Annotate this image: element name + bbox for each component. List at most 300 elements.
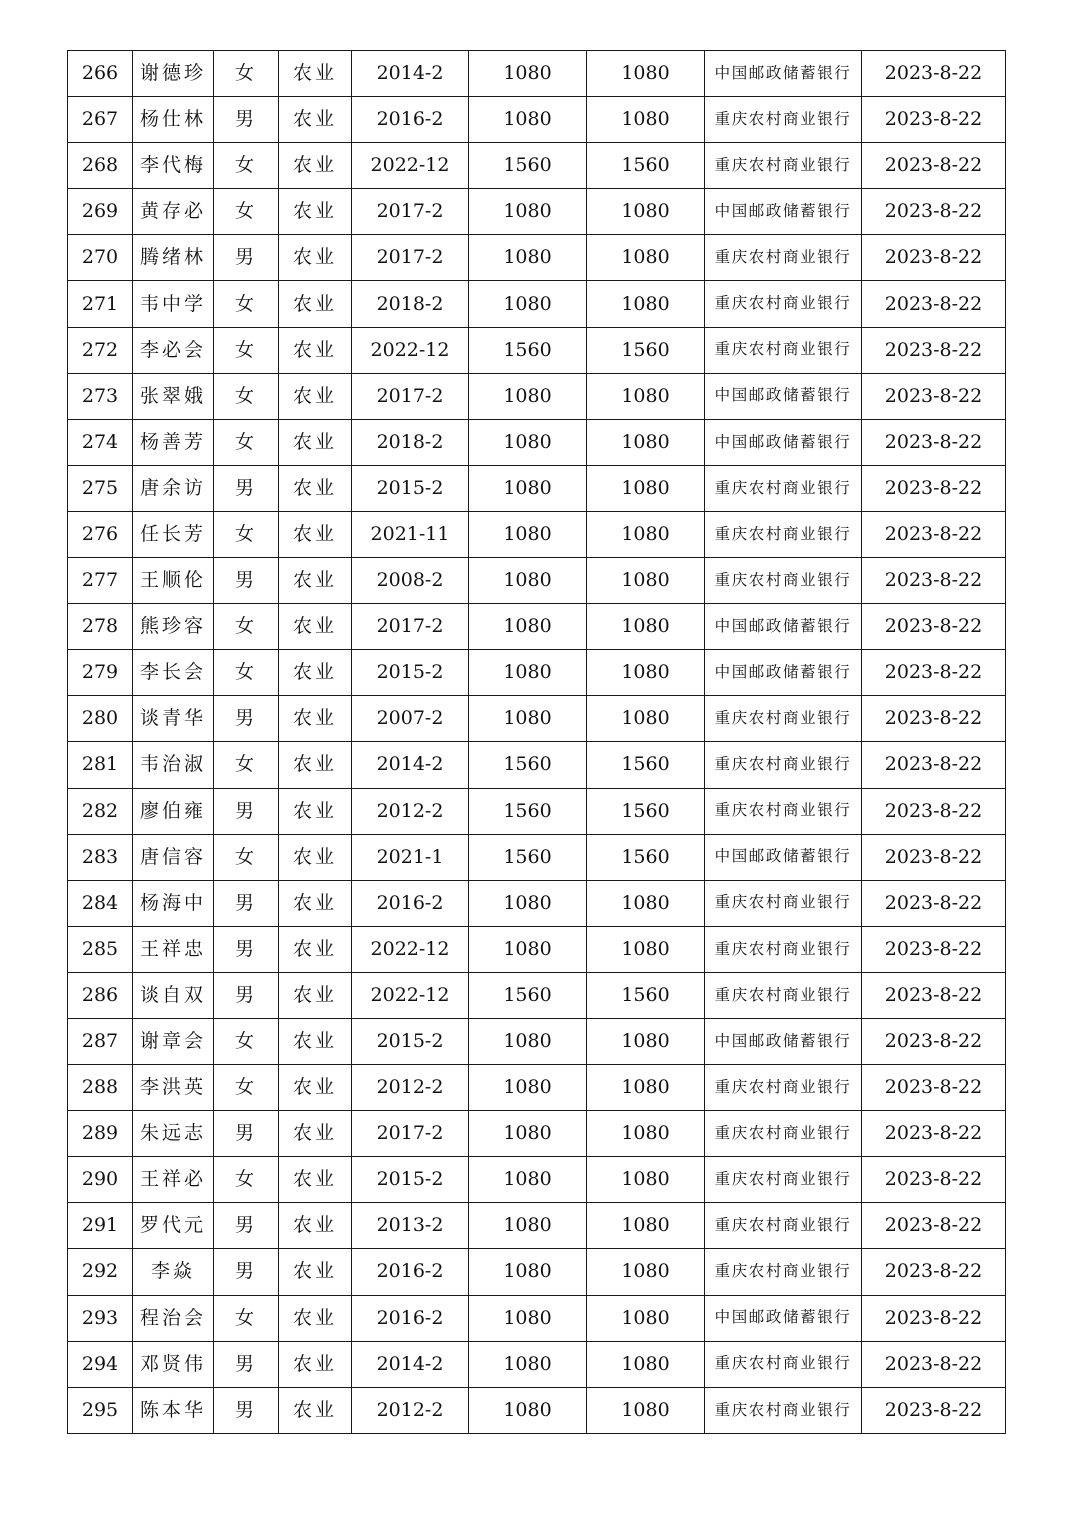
bank-name-cell: 中国邮政储蓄银行 [705, 419, 862, 465]
paid-amount-cell: 1080 [587, 1295, 705, 1341]
start-date-cell: 2012-2 [352, 1065, 469, 1111]
person-name-cell: 王祥忠 [133, 926, 214, 972]
amount-cell: 1080 [469, 604, 587, 650]
gender-cell: 女 [214, 51, 279, 97]
person-name-cell: 黄存必 [133, 189, 214, 235]
bank-name-cell: 重庆农村商业银行 [705, 97, 862, 143]
person-name-cell: 邓贤伟 [133, 1341, 214, 1387]
household-type-cell: 农业 [279, 1295, 352, 1341]
table-row [68, 373, 1006, 419]
paid-amount-cell: 1080 [587, 465, 705, 511]
paid-amount-cell: 1080 [587, 235, 705, 281]
paid-amount-cell: 1080 [587, 97, 705, 143]
row-number-cell: 273 [68, 373, 133, 419]
paid-amount-cell: 1080 [587, 1157, 705, 1203]
roster-body [68, 51, 1006, 1434]
payment-date-cell: 2023-8-22 [862, 834, 1006, 880]
subsidy-roster-table [67, 50, 1006, 1434]
payment-date-cell: 2023-8-22 [862, 327, 1006, 373]
row-number-cell: 290 [68, 1157, 133, 1203]
gender-cell: 女 [214, 1018, 279, 1064]
paid-amount-cell: 1080 [587, 604, 705, 650]
table-row [68, 1341, 1006, 1387]
row-number-cell: 286 [68, 972, 133, 1018]
row-number-cell: 277 [68, 558, 133, 604]
paid-amount-cell: 1080 [587, 1341, 705, 1387]
paid-amount-cell: 1080 [587, 926, 705, 972]
person-name-cell: 廖伯雍 [133, 788, 214, 834]
amount-cell: 1080 [469, 97, 587, 143]
bank-name-cell: 重庆农村商业银行 [705, 281, 862, 327]
row-number-cell: 269 [68, 189, 133, 235]
table-row [68, 1018, 1006, 1064]
paid-amount-cell: 1560 [587, 327, 705, 373]
start-date-cell: 2021-11 [352, 511, 469, 557]
table-row [68, 558, 1006, 604]
paid-amount-cell: 1080 [587, 1387, 705, 1433]
amount-cell: 1080 [469, 51, 587, 97]
row-number-cell: 266 [68, 51, 133, 97]
row-number-cell: 270 [68, 235, 133, 281]
paid-amount-cell: 1080 [587, 696, 705, 742]
table-row [68, 189, 1006, 235]
bank-name-cell: 重庆农村商业银行 [705, 465, 862, 511]
bank-name-cell: 重庆农村商业银行 [705, 880, 862, 926]
start-date-cell: 2017-2 [352, 189, 469, 235]
start-date-cell: 2013-2 [352, 1203, 469, 1249]
amount-cell: 1080 [469, 281, 587, 327]
household-type-cell: 农业 [279, 742, 352, 788]
start-date-cell: 2017-2 [352, 235, 469, 281]
start-date-cell: 2016-2 [352, 880, 469, 926]
gender-cell: 女 [214, 604, 279, 650]
bank-name-cell: 中国邮政储蓄银行 [705, 189, 862, 235]
household-type-cell: 农业 [279, 189, 352, 235]
table-row [68, 604, 1006, 650]
table-row [68, 1295, 1006, 1341]
row-number-cell: 282 [68, 788, 133, 834]
household-type-cell: 农业 [279, 1018, 352, 1064]
bank-name-cell: 重庆农村商业银行 [705, 511, 862, 557]
household-type-cell: 农业 [279, 97, 352, 143]
person-name-cell: 杨海中 [133, 880, 214, 926]
gender-cell: 女 [214, 511, 279, 557]
person-name-cell: 韦中学 [133, 281, 214, 327]
household-type-cell: 农业 [279, 373, 352, 419]
person-name-cell: 王顺伦 [133, 558, 214, 604]
household-type-cell: 农业 [279, 1203, 352, 1249]
bank-name-cell: 中国邮政储蓄银行 [705, 1295, 862, 1341]
amount-cell: 1080 [469, 465, 587, 511]
bank-name-cell: 重庆农村商业银行 [705, 1249, 862, 1295]
payment-date-cell: 2023-8-22 [862, 880, 1006, 926]
household-type-cell: 农业 [279, 880, 352, 926]
table-row [68, 1387, 1006, 1433]
paid-amount-cell: 1080 [587, 1249, 705, 1295]
gender-cell: 男 [214, 558, 279, 604]
household-type-cell: 农业 [279, 235, 352, 281]
start-date-cell: 2007-2 [352, 696, 469, 742]
household-type-cell: 农业 [279, 788, 352, 834]
person-name-cell: 陈本华 [133, 1387, 214, 1433]
payment-date-cell: 2023-8-22 [862, 1249, 1006, 1295]
bank-name-cell: 中国邮政储蓄银行 [705, 650, 862, 696]
amount-cell: 1560 [469, 327, 587, 373]
start-date-cell: 2018-2 [352, 281, 469, 327]
paid-amount-cell: 1080 [587, 880, 705, 926]
amount-cell: 1080 [469, 235, 587, 281]
amount-cell: 1080 [469, 1249, 587, 1295]
bank-name-cell: 重庆农村商业银行 [705, 972, 862, 1018]
gender-cell: 男 [214, 788, 279, 834]
household-type-cell: 农业 [279, 1387, 352, 1433]
bank-name-cell: 中国邮政储蓄银行 [705, 51, 862, 97]
paid-amount-cell: 1560 [587, 834, 705, 880]
table-row [68, 696, 1006, 742]
row-number-cell: 288 [68, 1065, 133, 1111]
amount-cell: 1080 [469, 511, 587, 557]
row-number-cell: 291 [68, 1203, 133, 1249]
gender-cell: 女 [214, 327, 279, 373]
start-date-cell: 2012-2 [352, 788, 469, 834]
table-row [68, 880, 1006, 926]
gender-cell: 男 [214, 1341, 279, 1387]
row-number-cell: 274 [68, 419, 133, 465]
household-type-cell: 农业 [279, 696, 352, 742]
start-date-cell: 2012-2 [352, 1387, 469, 1433]
row-number-cell: 278 [68, 604, 133, 650]
payment-date-cell: 2023-8-22 [862, 696, 1006, 742]
gender-cell: 女 [214, 143, 279, 189]
bank-name-cell: 重庆农村商业银行 [705, 327, 862, 373]
amount-cell: 1080 [469, 1387, 587, 1433]
household-type-cell: 农业 [279, 834, 352, 880]
start-date-cell: 2015-2 [352, 1157, 469, 1203]
paid-amount-cell: 1080 [587, 1203, 705, 1249]
start-date-cell: 2014-2 [352, 51, 469, 97]
bank-name-cell: 中国邮政储蓄银行 [705, 834, 862, 880]
person-name-cell: 韦治淑 [133, 742, 214, 788]
person-name-cell: 李洪英 [133, 1065, 214, 1111]
start-date-cell: 2017-2 [352, 604, 469, 650]
start-date-cell: 2016-2 [352, 1249, 469, 1295]
table-row [68, 419, 1006, 465]
person-name-cell: 腾绪林 [133, 235, 214, 281]
start-date-cell: 2022-12 [352, 143, 469, 189]
gender-cell: 女 [214, 1295, 279, 1341]
bank-name-cell: 重庆农村商业银行 [705, 143, 862, 189]
household-type-cell: 农业 [279, 604, 352, 650]
payment-date-cell: 2023-8-22 [862, 742, 1006, 788]
household-type-cell: 农业 [279, 972, 352, 1018]
household-type-cell: 农业 [279, 419, 352, 465]
household-type-cell: 农业 [279, 143, 352, 189]
paid-amount-cell: 1080 [587, 511, 705, 557]
household-type-cell: 农业 [279, 1065, 352, 1111]
table-row [68, 742, 1006, 788]
payment-date-cell: 2023-8-22 [862, 1341, 1006, 1387]
row-number-cell: 295 [68, 1387, 133, 1433]
person-name-cell: 李必会 [133, 327, 214, 373]
row-number-cell: 292 [68, 1249, 133, 1295]
start-date-cell: 2015-2 [352, 465, 469, 511]
household-type-cell: 农业 [279, 1157, 352, 1203]
bank-name-cell: 中国邮政储蓄银行 [705, 604, 862, 650]
row-number-cell: 271 [68, 281, 133, 327]
table-row [68, 281, 1006, 327]
start-date-cell: 2021-1 [352, 834, 469, 880]
household-type-cell: 农业 [279, 1341, 352, 1387]
payment-date-cell: 2023-8-22 [862, 1295, 1006, 1341]
table-row [68, 1111, 1006, 1157]
start-date-cell: 2017-2 [352, 373, 469, 419]
payment-date-cell: 2023-8-22 [862, 235, 1006, 281]
amount-cell: 1560 [469, 788, 587, 834]
person-name-cell: 唐余访 [133, 465, 214, 511]
household-type-cell: 农业 [279, 511, 352, 557]
amount-cell: 1560 [469, 834, 587, 880]
person-name-cell: 李长会 [133, 650, 214, 696]
amount-cell: 1080 [469, 419, 587, 465]
table-row [68, 143, 1006, 189]
bank-name-cell: 重庆农村商业银行 [705, 558, 862, 604]
gender-cell: 男 [214, 972, 279, 1018]
amount-cell: 1080 [469, 1203, 587, 1249]
row-number-cell: 289 [68, 1111, 133, 1157]
bank-name-cell: 重庆农村商业银行 [705, 696, 862, 742]
gender-cell: 女 [214, 419, 279, 465]
paid-amount-cell: 1080 [587, 1018, 705, 1064]
household-type-cell: 农业 [279, 1111, 352, 1157]
row-number-cell: 268 [68, 143, 133, 189]
paid-amount-cell: 1560 [587, 742, 705, 788]
paid-amount-cell: 1560 [587, 972, 705, 1018]
start-date-cell: 2016-2 [352, 1295, 469, 1341]
start-date-cell: 2022-12 [352, 972, 469, 1018]
row-number-cell: 293 [68, 1295, 133, 1341]
paid-amount-cell: 1080 [587, 419, 705, 465]
paid-amount-cell: 1080 [587, 373, 705, 419]
start-date-cell: 2017-2 [352, 1111, 469, 1157]
gender-cell: 男 [214, 1203, 279, 1249]
person-name-cell: 罗代元 [133, 1203, 214, 1249]
table-row [68, 1249, 1006, 1295]
bank-name-cell: 重庆农村商业银行 [705, 235, 862, 281]
row-number-cell: 267 [68, 97, 133, 143]
row-number-cell: 294 [68, 1341, 133, 1387]
bank-name-cell: 重庆农村商业银行 [705, 1387, 862, 1433]
payment-date-cell: 2023-8-22 [862, 419, 1006, 465]
gender-cell: 女 [214, 650, 279, 696]
amount-cell: 1080 [469, 1065, 587, 1111]
gender-cell: 男 [214, 696, 279, 742]
bank-name-cell: 重庆农村商业银行 [705, 1203, 862, 1249]
payment-date-cell: 2023-8-22 [862, 604, 1006, 650]
gender-cell: 男 [214, 880, 279, 926]
gender-cell: 男 [214, 1111, 279, 1157]
start-date-cell: 2022-12 [352, 327, 469, 373]
gender-cell: 女 [214, 373, 279, 419]
table-row [68, 834, 1006, 880]
household-type-cell: 农业 [279, 926, 352, 972]
paid-amount-cell: 1560 [587, 788, 705, 834]
paid-amount-cell: 1080 [587, 189, 705, 235]
row-number-cell: 276 [68, 511, 133, 557]
gender-cell: 男 [214, 235, 279, 281]
person-name-cell: 任长芳 [133, 511, 214, 557]
payment-date-cell: 2023-8-22 [862, 143, 1006, 189]
row-number-cell: 275 [68, 465, 133, 511]
amount-cell: 1080 [469, 1018, 587, 1064]
person-name-cell: 谈青华 [133, 696, 214, 742]
payment-date-cell: 2023-8-22 [862, 51, 1006, 97]
person-name-cell: 谢章会 [133, 1018, 214, 1064]
payment-date-cell: 2023-8-22 [862, 1203, 1006, 1249]
gender-cell: 女 [214, 281, 279, 327]
table-row [68, 1157, 1006, 1203]
bank-name-cell: 重庆农村商业银行 [705, 788, 862, 834]
bank-name-cell: 重庆农村商业银行 [705, 1065, 862, 1111]
row-number-cell: 280 [68, 696, 133, 742]
household-type-cell: 农业 [279, 650, 352, 696]
person-name-cell: 李焱 [133, 1249, 214, 1295]
paid-amount-cell: 1080 [587, 650, 705, 696]
payment-date-cell: 2023-8-22 [862, 373, 1006, 419]
bank-name-cell: 重庆农村商业银行 [705, 1157, 862, 1203]
amount-cell: 1080 [469, 650, 587, 696]
table-row [68, 465, 1006, 511]
payment-date-cell: 2023-8-22 [862, 465, 1006, 511]
payment-date-cell: 2023-8-22 [862, 1065, 1006, 1111]
amount-cell: 1080 [469, 1157, 587, 1203]
bank-name-cell: 中国邮政储蓄银行 [705, 1018, 862, 1064]
start-date-cell: 2016-2 [352, 97, 469, 143]
gender-cell: 女 [214, 1157, 279, 1203]
payment-date-cell: 2023-8-22 [862, 926, 1006, 972]
gender-cell: 男 [214, 1249, 279, 1295]
start-date-cell: 2008-2 [352, 558, 469, 604]
row-number-cell: 279 [68, 650, 133, 696]
gender-cell: 男 [214, 926, 279, 972]
amount-cell: 1080 [469, 1341, 587, 1387]
paid-amount-cell: 1080 [587, 1111, 705, 1157]
amount-cell: 1560 [469, 143, 587, 189]
paid-amount-cell: 1080 [587, 51, 705, 97]
table-row [68, 1065, 1006, 1111]
person-name-cell: 谢德珍 [133, 51, 214, 97]
amount-cell: 1080 [469, 558, 587, 604]
household-type-cell: 农业 [279, 558, 352, 604]
amount-cell: 1080 [469, 1111, 587, 1157]
payment-date-cell: 2023-8-22 [862, 97, 1006, 143]
household-type-cell: 农业 [279, 281, 352, 327]
table-row [68, 327, 1006, 373]
paid-amount-cell: 1080 [587, 281, 705, 327]
household-type-cell: 农业 [279, 327, 352, 373]
amount-cell: 1080 [469, 1295, 587, 1341]
amount-cell: 1080 [469, 696, 587, 742]
gender-cell: 女 [214, 742, 279, 788]
table-row [68, 1203, 1006, 1249]
payment-date-cell: 2023-8-22 [862, 511, 1006, 557]
row-number-cell: 287 [68, 1018, 133, 1064]
bank-name-cell: 重庆农村商业银行 [705, 1111, 862, 1157]
start-date-cell: 2015-2 [352, 1018, 469, 1064]
payment-date-cell: 2023-8-22 [862, 189, 1006, 235]
gender-cell: 男 [214, 465, 279, 511]
person-name-cell: 杨仕林 [133, 97, 214, 143]
bank-name-cell: 重庆农村商业银行 [705, 926, 862, 972]
table-row [68, 51, 1006, 97]
household-type-cell: 农业 [279, 465, 352, 511]
bank-name-cell: 重庆农村商业银行 [705, 1341, 862, 1387]
payment-date-cell: 2023-8-22 [862, 281, 1006, 327]
amount-cell: 1560 [469, 972, 587, 1018]
start-date-cell: 2022-12 [352, 926, 469, 972]
table-row [68, 972, 1006, 1018]
person-name-cell: 程治会 [133, 1295, 214, 1341]
person-name-cell: 李代梅 [133, 143, 214, 189]
payment-date-cell: 2023-8-22 [862, 1157, 1006, 1203]
amount-cell: 1560 [469, 742, 587, 788]
row-number-cell: 272 [68, 327, 133, 373]
table-row [68, 788, 1006, 834]
start-date-cell: 2018-2 [352, 419, 469, 465]
bank-name-cell: 中国邮政储蓄银行 [705, 373, 862, 419]
gender-cell: 女 [214, 1065, 279, 1111]
gender-cell: 男 [214, 97, 279, 143]
person-name-cell: 唐信容 [133, 834, 214, 880]
payment-date-cell: 2023-8-22 [862, 558, 1006, 604]
person-name-cell: 谈自双 [133, 972, 214, 1018]
start-date-cell: 2014-2 [352, 1341, 469, 1387]
paid-amount-cell: 1560 [587, 143, 705, 189]
gender-cell: 女 [214, 834, 279, 880]
amount-cell: 1080 [469, 880, 587, 926]
person-name-cell: 张翠娥 [133, 373, 214, 419]
bank-name-cell: 重庆农村商业银行 [705, 742, 862, 788]
payment-date-cell: 2023-8-22 [862, 1018, 1006, 1064]
payment-date-cell: 2023-8-22 [862, 972, 1006, 1018]
table-row [68, 926, 1006, 972]
amount-cell: 1080 [469, 926, 587, 972]
amount-cell: 1080 [469, 373, 587, 419]
row-number-cell: 285 [68, 926, 133, 972]
payment-date-cell: 2023-8-22 [862, 650, 1006, 696]
start-date-cell: 2015-2 [352, 650, 469, 696]
gender-cell: 男 [214, 1387, 279, 1433]
payment-date-cell: 2023-8-22 [862, 788, 1006, 834]
row-number-cell: 283 [68, 834, 133, 880]
table-row [68, 235, 1006, 281]
payment-date-cell: 2023-8-22 [862, 1111, 1006, 1157]
row-number-cell: 281 [68, 742, 133, 788]
person-name-cell: 熊珍容 [133, 604, 214, 650]
table-row [68, 97, 1006, 143]
row-number-cell: 284 [68, 880, 133, 926]
payment-date-cell: 2023-8-22 [862, 1387, 1006, 1433]
paid-amount-cell: 1080 [587, 558, 705, 604]
gender-cell: 女 [214, 189, 279, 235]
person-name-cell: 杨善芳 [133, 419, 214, 465]
person-name-cell: 王祥必 [133, 1157, 214, 1203]
household-type-cell: 农业 [279, 1249, 352, 1295]
start-date-cell: 2014-2 [352, 742, 469, 788]
table-row [68, 650, 1006, 696]
household-type-cell: 农业 [279, 51, 352, 97]
amount-cell: 1080 [469, 189, 587, 235]
paid-amount-cell: 1080 [587, 1065, 705, 1111]
